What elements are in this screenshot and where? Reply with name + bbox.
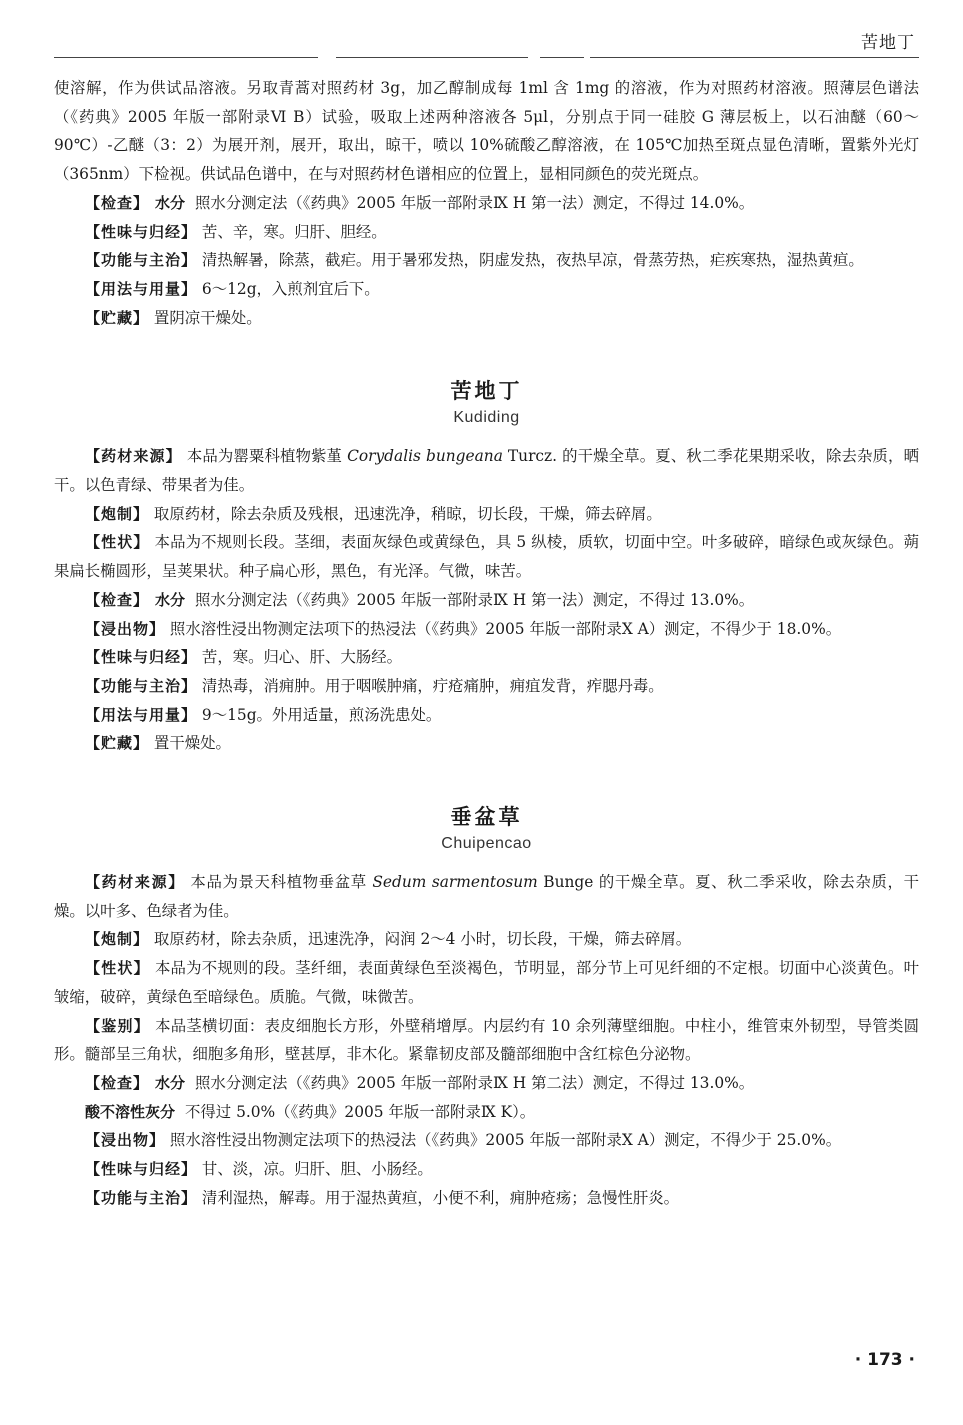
storage-section: 【贮藏】 置干燥处。 (85, 734, 231, 753)
storage-section: 【贮藏】 置阴凉干燥处。 (85, 308, 262, 327)
acid-insoluble-ash-section: 酸不溶性灰分 不得过 5.0%（《药典》2005 年版一部附录Ⅸ K）。 (85, 1102, 536, 1121)
header-rule (54, 57, 919, 58)
header-rule-gap (318, 55, 336, 60)
identification-continuation: 使溶解，作为供试品溶液。另取青蒿对照药材 3g，加乙醇制成每 1ml 含 1mg 的溶液，作为对照药材溶液。照薄层色谱法（《药典》2005 年版一部附录Ⅵ B）试验，吸取上述两种溶液各 5μl，分别点于同一硅胶 G 薄层板上，以石油醚（60～90℃）-乙醚（3：2）为展开剂，展开，取出，晾干，喷以 10%硫酸乙醇溶液，在 105℃加热至斑点显色清晰，置紫外光灯（365nm）下检视。供试品色谱中，在与对照药材色谱相应的位置上，显相同颜色的荧光斑点。 (54, 79, 919, 184)
function-section: 【功能与主治】 清热毒，消痈肿。用于咽喉肿痛，疔疮痛肿，痈疽发背，痄腮丹毒。 (85, 676, 664, 695)
header-rule-gap (584, 55, 590, 60)
nature-section: 【性味与归经】 甘、淡，凉。归肝、胆、小肠经。 (85, 1160, 433, 1179)
identification-section: 【鉴别】 本品茎横切面：表皮细胞长方形，外壁稍增厚。内层约有 10 余列薄壁细胞。中柱小，维管束外韧型，导管类圆形。髓部呈三角状，细胞多角形，壁甚厚，非木化。紧靠韧皮部及髓部细胞中含红棕色分泌物。 (54, 1016, 919, 1064)
nature-section: 【性味与归经】 苦，寒。归心、肝、大肠经。 (85, 648, 403, 667)
nature-section: 【性味与归经】 苦、辛，寒。归肝、胆经。 (85, 222, 387, 241)
character-section: 【性状】 本品为不规则长段。茎细，表面灰绿色或黄绿色，具 5 纵棱，质软，切面中空。叶多破碎，暗绿色或灰绿色。蒴果扁长椭圆形，呈荚果状。种子扁心形，黑色，有光泽。气微，味苦。 (54, 533, 919, 581)
usage-section: 【用法与用量】 9～15g。外用适量，煎汤洗患处。 (85, 705, 442, 724)
entry-chuipencao (54, 802, 919, 1212)
entry-pinyin: Kudiding (453, 409, 520, 427)
processing-section: 【炮制】 取原药材，除去杂质及残根，迅速洗净，稍晾，切长段，干燥，筛去碎屑。 (85, 504, 662, 523)
check-section: 【检查】 水分 照水分测定法（《药典》2005 年版一部附录Ⅸ H 第二法）测定，不得过 13.0%。 (85, 1073, 755, 1092)
page-number: · 173 · (854, 1350, 915, 1370)
entry-title: 垂盆草 (450, 805, 523, 830)
source-section: 【药材来源】 本品为罂粟科植物紫堇 Corydalis bungeana Turcz. 的干燥全草。夏、秋二季花果期采收，除去杂质，晒干。以色青绿、带果者为佳。 (54, 447, 919, 495)
extract-section: 【浸出物】 照水溶性浸出物测定法项下的热浸法（《药典》2005 年版一部附录Ⅹ A）测定，不得少于 25.0%。 (85, 1131, 842, 1150)
entry-heading (54, 376, 919, 430)
usage-section: 【用法与用量】 6～12g，入煎剂宜后下。 (85, 279, 380, 298)
entry-pinyin: Chuipencao (441, 835, 532, 853)
check-section: 【检查】 水分 照水分测定法（《药典》2005 年版一部附录Ⅸ H 第一法）测定，不得过 13.0%。 (85, 590, 755, 609)
running-head: 苦地丁 (861, 33, 915, 53)
check-section: 【检查】 水分 照水分测定法（《药典》2005 年版一部附录Ⅸ H 第一法）测定，不得过 14.0%。 (85, 193, 755, 212)
function-section: 【功能与主治】 清热解暑，除蒸，截疟。用于暑邪发热，阴虚发热，夜热早凉，骨蒸劳热，疟疾寒热，湿热黄疸。 (85, 251, 864, 270)
entry-heading (54, 802, 919, 856)
function-section: 【功能与主治】 清利湿热，解毒。用于湿热黄疸，小便不利，痈肿疮疡；急慢性肝炎。 (85, 1188, 680, 1207)
processing-section: 【炮制】 取原药材，除去杂质，迅速洗净，闷润 2～4 小时，切长段，干燥，筛去碎屑。 (85, 930, 692, 949)
entry-kudiding (54, 376, 919, 758)
header-rule-gap (528, 55, 540, 60)
entry-title: 苦地丁 (450, 379, 523, 404)
extract-section: 【浸出物】 照水溶性浸出物测定法项下的热浸法（《药典》2005 年版一部附录Ⅹ A）测定，不得少于 18.0%。 (85, 619, 842, 638)
page-content (54, 74, 919, 1213)
source-section: 【药材来源】 本品为景天科植物垂盆草 Sedum sarmentosum Bunge 的干燥全草。夏、秋二季采收，除去杂质，干燥。以叶多、色绿者为佳。 (54, 873, 919, 920)
character-section: 【性状】 本品为不规则的段。茎纤细，表面黄绿色至淡褐色，节明显，部分节上可见纤细的不定根。切面中心淡黄色。叶皱缩，破碎，黄绿色至暗绿色。质脆。气微，味微苦。 (54, 959, 919, 1006)
previous-entry-continuation (54, 74, 919, 332)
